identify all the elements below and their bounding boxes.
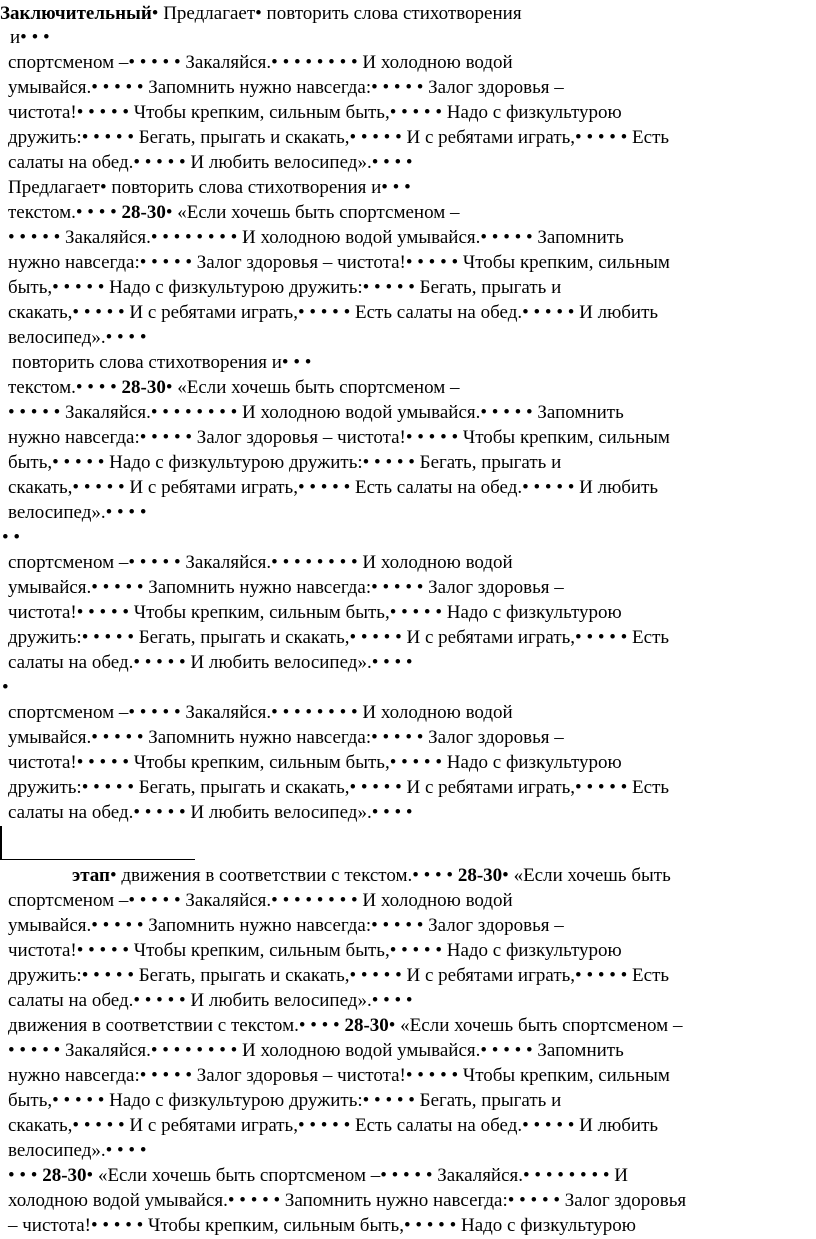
text-segment: спортсменом –• • • • • Закаляйся.• • • • • • • • И холодною водой	[8, 702, 513, 723]
text-line	[8, 76, 564, 100]
text-segment: скакать,• • • • • И с ребятами играть,• • • • • Есть салаты на обед.• • • • • И любить	[8, 302, 659, 323]
text-segment: и• • •	[10, 27, 50, 48]
text-segment: движения в соответствии с текстом.• • • •	[8, 1015, 345, 1036]
margin-vertical-rule	[0, 826, 2, 860]
bold-text-segment: 28-30	[344, 1015, 389, 1036]
text-line	[8, 226, 624, 250]
text-segment: чистота!• • • • • Чтобы крепким, сильным быть,• • • • • Надо с физкультурою	[8, 940, 622, 961]
text-segment: быть,• • • • • Надо с физкультурою дружить:• • • • • Бегать, прыгать и	[8, 1090, 562, 1111]
text-segment: • «Если хочешь быть спортсменом –	[165, 202, 460, 223]
text-line	[8, 989, 413, 1013]
text-segment: • «Если хочешь быть	[502, 865, 671, 886]
text-segment: салаты на обед.• • • • • И любить велосипед».• • • •	[8, 802, 413, 823]
text-line	[8, 1089, 561, 1113]
text-line	[10, 26, 50, 50]
text-segment: чистота!• • • • • Чтобы крепким, сильным быть,• • • • • Надо с физкультурою	[8, 602, 622, 623]
text-line	[72, 864, 671, 888]
text-line	[8, 1114, 658, 1138]
text-segment: велосипед».• • • •	[8, 1140, 147, 1161]
text-segment: салаты на обед.• • • • • И любить велосипед».• • • •	[8, 152, 413, 173]
text-segment: • • • • • Закаляйся.• • • • • • • • И холодною водой умывайся.• • • • • Запомнить	[8, 227, 624, 248]
text-segment: умывайся.• • • • • Запомнить нужно навсегда:• • • • • Залог здоровья –	[8, 577, 564, 598]
text-segment: умывайся.• • • • • Запомнить нужно навсегда:• • • • • Залог здоровья –	[8, 727, 564, 748]
text-segment: велосипед».• • • •	[8, 327, 147, 348]
text-segment: салаты на обед.• • • • • И любить велосипед».• • • •	[8, 990, 413, 1011]
bold-text-segment: 28-30	[121, 202, 166, 223]
text-segment: Предлагает• повторить слова стихотворения и• • •	[8, 177, 411, 198]
text-line	[8, 101, 622, 125]
text-segment: нужно навсегда:• • • • • Залог здоровья – чистота!• • • • • Чтобы крепким, сильным	[8, 1065, 670, 1086]
text-segment: • «Если хочешь быть спортсменом –	[388, 1015, 683, 1036]
text-line	[8, 576, 564, 600]
text-segment: • «Если хочешь быть спортсменом –• • • • • Закаляйся.• • • • • • • • И	[86, 1165, 628, 1186]
text-line	[8, 801, 413, 825]
bold-text-segment: этап	[72, 865, 110, 886]
text-line	[8, 964, 669, 988]
text-line	[8, 176, 411, 200]
text-line	[12, 351, 311, 375]
text-segment: • • • • • Закаляйся.• • • • • • • • И холодною водой умывайся.• • • • • Запомнить	[8, 402, 624, 423]
text-line	[8, 201, 460, 225]
text-segment: – чистота!• • • • • Чтобы крепким, сильным быть,• • • • • Надо с физкультурою	[8, 1215, 637, 1236]
text-line	[8, 776, 669, 800]
text-line	[8, 301, 658, 325]
text-segment: скакать,• • • • • И с ребятами играть,• • • • • Есть салаты на обед.• • • • • И любить	[8, 477, 659, 498]
text-line	[0, 2, 522, 26]
text-segment: умывайся.• • • • • Запомнить нужно навсегда:• • • • • Залог здоровья –	[8, 77, 564, 98]
text-line	[8, 426, 670, 450]
text-segment: спортсменом –• • • • • Закаляйся.• • • • • • • • И холодною водой	[8, 552, 513, 573]
text-line	[8, 914, 564, 938]
text-line	[8, 1014, 682, 1038]
text-segment: холодною водой умывайся.• • • • • Запомнить нужно навсегда:• • • • • Залог здоровья	[8, 1190, 687, 1211]
text-line	[8, 626, 669, 650]
text-line	[8, 1039, 624, 1063]
bold-text-segment: 28-30	[42, 1165, 87, 1186]
text-line	[8, 601, 622, 625]
text-segment: спортсменом –• • • • • Закаляйся.• • • • • • • • И холодною водой	[8, 52, 513, 73]
text-line	[8, 1064, 670, 1088]
text-segment: • •	[2, 527, 21, 548]
bold-text-segment: 28-30	[457, 865, 503, 886]
text-segment: чистота!• • • • • Чтобы крепким, сильным быть,• • • • • Надо с физкультурою	[8, 102, 622, 123]
bold-text-segment: Заключительный	[0, 3, 152, 24]
text-line	[8, 276, 561, 300]
text-segment: •	[2, 677, 9, 698]
text-segment: быть,• • • • • Надо с физкультурою дружить:• • • • • Бегать, прыгать и	[8, 452, 562, 473]
text-line	[8, 889, 513, 913]
text-segment: • движения в соответствии с текстом.• • • •	[109, 865, 458, 886]
text-segment: •	[151, 3, 164, 24]
text-line	[8, 126, 669, 150]
text-line	[8, 451, 561, 475]
text-line	[8, 376, 460, 400]
text-line	[8, 651, 413, 675]
text-line	[8, 476, 658, 500]
text-segment: дружить:• • • • • Бегать, прыгать и скакать,• • • • • И с ребятами играть,• • • • • Есть	[8, 627, 670, 648]
text-line	[8, 401, 624, 425]
text-segment: • «Если хочешь быть спортсменом –	[165, 377, 460, 398]
text-line	[8, 1189, 686, 1213]
text-segment: нужно навсегда:• • • • • Залог здоровья – чистота!• • • • • Чтобы крепким, сильным	[8, 252, 670, 273]
text-line	[8, 701, 513, 725]
text-segment: нужно навсегда:• • • • • Залог здоровья – чистота!• • • • • Чтобы крепким, сильным	[8, 427, 670, 448]
text-segment: • • •	[8, 1165, 43, 1186]
text-segment: дружить:• • • • • Бегать, прыгать и скакать,• • • • • И с ребятами играть,• • • • • Есть	[8, 127, 670, 148]
text-line	[2, 526, 20, 550]
text-line	[8, 151, 413, 175]
text-line	[8, 1139, 146, 1163]
text-segment: текстом.• • • •	[8, 202, 122, 223]
text-segment: умывайся.• • • • • Запомнить нужно навсегда:• • • • • Залог здоровья –	[8, 915, 564, 936]
bold-text-segment: 28-30	[121, 377, 166, 398]
text-segment: дружить:• • • • • Бегать, прыгать и скакать,• • • • • И с ребятами играть,• • • • • Есть	[8, 777, 670, 798]
text-segment: текстом.• • • •	[8, 377, 122, 398]
text-segment: дружить:• • • • • Бегать, прыгать и скакать,• • • • • И с ребятами играть,• • • • • Есть	[8, 965, 670, 986]
text-line	[8, 726, 564, 750]
text-line	[8, 501, 146, 525]
text-segment: велосипед».• • • •	[8, 502, 147, 523]
text-segment: быть,• • • • • Надо с физкультурою дружить:• • • • • Бегать, прыгать и	[8, 277, 562, 298]
section-underline-rule	[0, 859, 195, 860]
text-segment: спортсменом –• • • • • Закаляйся.• • • • • • • • И холодною водой	[8, 890, 513, 911]
text-line	[8, 326, 146, 350]
text-line	[8, 551, 513, 575]
text-line	[8, 251, 670, 275]
text-segment: Предлагает• повторить слова стихотворения	[163, 3, 522, 24]
text-segment: чистота!• • • • • Чтобы крепким, сильным быть,• • • • • Надо с физкультурою	[8, 752, 622, 773]
text-segment: скакать,• • • • • И с ребятами играть,• • • • • Есть салаты на обед.• • • • • И любить	[8, 1115, 659, 1136]
text-line	[8, 1164, 628, 1188]
text-segment: салаты на обед.• • • • • И любить велосипед».• • • •	[8, 652, 413, 673]
text-line	[8, 751, 622, 775]
text-line	[2, 676, 9, 700]
text-line	[8, 51, 513, 75]
text-line	[8, 939, 622, 963]
text-segment: • • • • • Закаляйся.• • • • • • • • И холодною водой умывайся.• • • • • Запомнить	[8, 1040, 624, 1061]
text-line	[8, 1214, 636, 1238]
text-segment: повторить слова стихотворения и• • •	[12, 352, 312, 373]
